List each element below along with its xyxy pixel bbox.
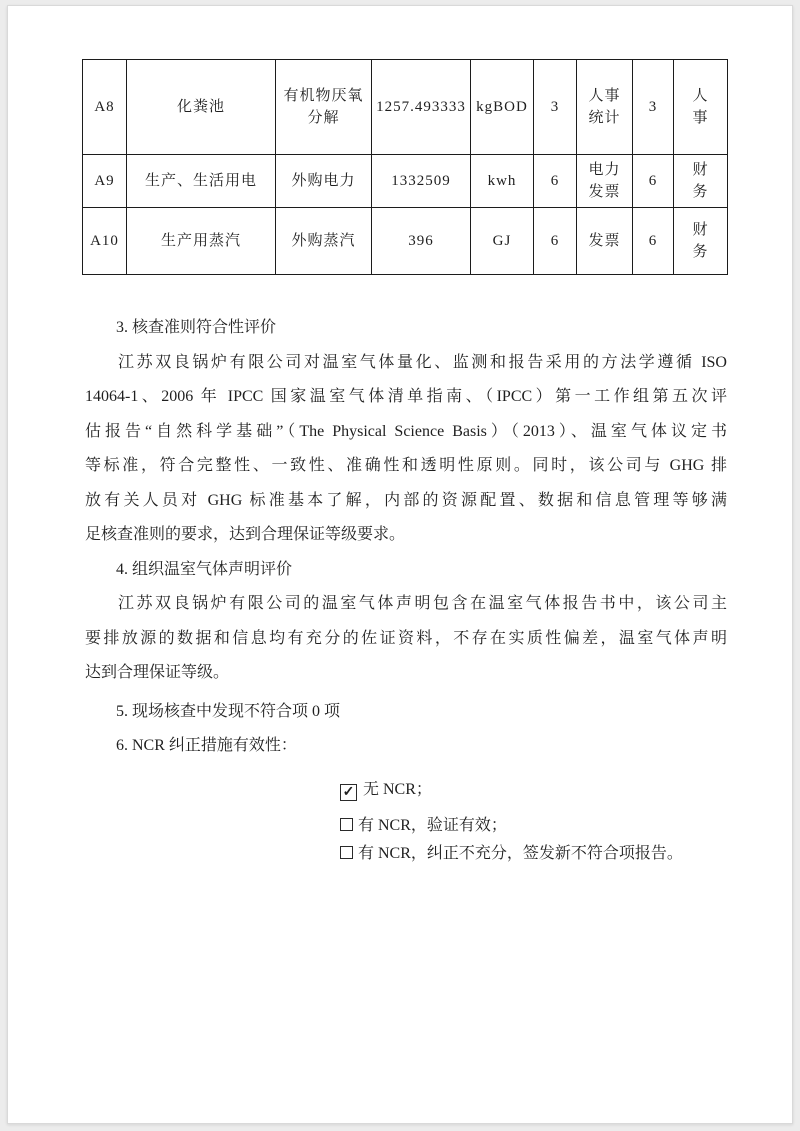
emission-source-table (82, 59, 728, 275)
cell-source-name: 化粪池 (127, 60, 276, 155)
paragraph-line: 估报告“自然科学基础”（The Physical Science Basis）（2013）、温室气体议定书 (85, 422, 727, 440)
paragraph-line: 江苏双良锅炉有限公司对温室气体量化、监测和报告采用的方法学遵循 ISO (118, 353, 727, 371)
cell-unit: kwh (471, 155, 534, 208)
cell-source-id: A8 (83, 60, 127, 155)
cell-source-desc: 外购电力 (276, 155, 372, 208)
cell-value: 396 (372, 208, 471, 275)
cell-count-1: 3 (534, 60, 577, 155)
cell-count-1: 6 (534, 208, 577, 275)
cell-source-id: A10 (83, 208, 127, 275)
checkbox-unchecked-icon[interactable] (340, 846, 353, 859)
page-content (8, 6, 792, 868)
paragraph-line: 达到合理保证等级。 (85, 664, 230, 681)
table-row (83, 208, 728, 275)
cell-source-desc: 外购蒸汽 (276, 208, 372, 275)
ncr-option-has-ncr-verified[interactable] (340, 812, 727, 840)
document-page (7, 5, 793, 1124)
cell-data-source: 发票 (577, 208, 633, 275)
cell-data-source: 电力发票 (577, 155, 633, 208)
cell-count-2: 6 (633, 155, 674, 208)
checkbox-unchecked-icon[interactable] (340, 818, 353, 831)
paragraph-line: 放有关人员对 GHG 标准基本了解，内部的资源配置、数据和信息管理等够满 (85, 491, 727, 509)
cell-count-1: 6 (534, 155, 577, 208)
cell-department: 财务 (674, 155, 728, 208)
checkbox-checked-icon[interactable] (340, 784, 357, 801)
cell-data-source: 人事统计 (577, 60, 633, 155)
ncr-option-has-ncr-insufficient[interactable] (340, 840, 727, 868)
cell-unit: kgBOD (471, 60, 534, 155)
ncr-option-label: 无 NCR； (363, 780, 432, 798)
paragraph-line: 14064-1、2006 年 IPCC 国家温室气体清单指南、（IPCC）第一工作组第五次评 (85, 388, 727, 405)
check-icon: ✓ (342, 784, 355, 800)
cell-value: 1257.493333 (372, 60, 471, 155)
cell-source-name: 生产用蒸汽 (127, 208, 276, 275)
cell-count-2: 3 (633, 60, 674, 155)
table-row (83, 155, 728, 208)
ncr-option-no-ncr[interactable] (340, 772, 727, 808)
paragraph-line: 足核查准则的要求，达到合理保证等级要求。 (85, 526, 406, 543)
ncr-option-label: 有 NCR，验证有效； (358, 816, 507, 834)
ncr-option-label: 有 NCR，纠正不充分，签发新不符合项报告。 (358, 844, 683, 862)
section-5-heading: 5. 现场核查中发现不符合项 0 项 (116, 702, 341, 720)
section-3-heading: 3. 核查准则符合性评价 (116, 319, 277, 336)
paragraph-line: 等标准，符合完整性、一致性、准确性和透明性原则。同时，该公司与 GHG 排 (85, 457, 727, 474)
paragraph-line: 要排放源的数据和信息均有充分的佐证资料，不存在实质性偏差，温室气体声明 (85, 629, 727, 647)
cell-source-desc: 有机物厌氧分解 (276, 60, 372, 155)
cell-source-name: 生产、生活用电 (127, 155, 276, 208)
cell-source-id: A9 (83, 155, 127, 208)
cell-department: 财务 (674, 208, 728, 275)
section-4-heading: 4. 组织温室气体声明评价 (116, 560, 293, 578)
cell-unit: GJ (471, 208, 534, 275)
cell-count-2: 6 (633, 208, 674, 275)
ncr-options-list (85, 772, 727, 868)
body-text (85, 311, 727, 868)
paragraph-line: 江苏双良锅炉有限公司的温室气体声明包含在温室气体报告书中，该公司主 (118, 595, 727, 612)
table-row (83, 60, 728, 155)
cell-value: 1332509 (372, 155, 471, 208)
section-6-heading: 6. NCR 纠正措施有效性： (116, 737, 297, 754)
cell-department: 人事 (674, 60, 728, 155)
